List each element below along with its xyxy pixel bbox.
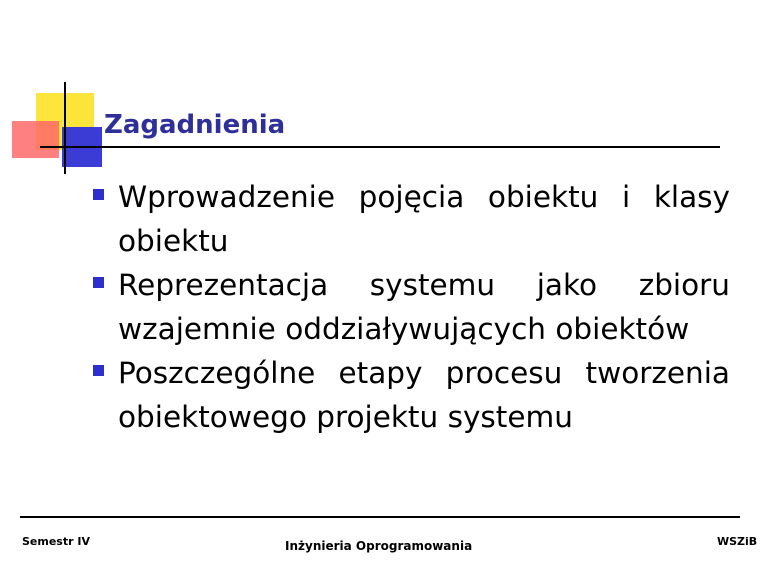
footer-divider	[20, 516, 740, 518]
footer-semester: Semestr IV	[22, 535, 90, 548]
bullet-text: Reprezentacja systemu jako zbioru wzajemnie oddziaływujących obiektów	[118, 268, 730, 346]
logo-red-square	[12, 121, 59, 158]
bullet-item	[90, 351, 730, 439]
bullet-list	[90, 175, 730, 439]
bullet-text: Wprowadzenie pojęcia obiektu i klasy obiektu	[118, 180, 730, 258]
bullet-square-icon	[93, 277, 104, 288]
bullet-square-icon	[93, 365, 104, 376]
bullet-square-icon	[93, 189, 104, 200]
bullet-item	[90, 263, 730, 351]
bullet-item	[90, 175, 730, 263]
bullet-text: Poszczególne etapy procesu tworzenia obiektowego projektu systemu	[118, 356, 730, 434]
slide-title: Zagadnienia	[104, 110, 286, 140]
title-divider	[100, 146, 720, 148]
footer-institution: WSZiB	[717, 535, 758, 548]
footer-course-title: Inżynieria Oprogramowania	[285, 539, 473, 553]
logo-horizontal-line	[40, 146, 104, 148]
logo-squares-icon	[0, 0, 120, 180]
logo-vertical-line	[64, 82, 66, 174]
